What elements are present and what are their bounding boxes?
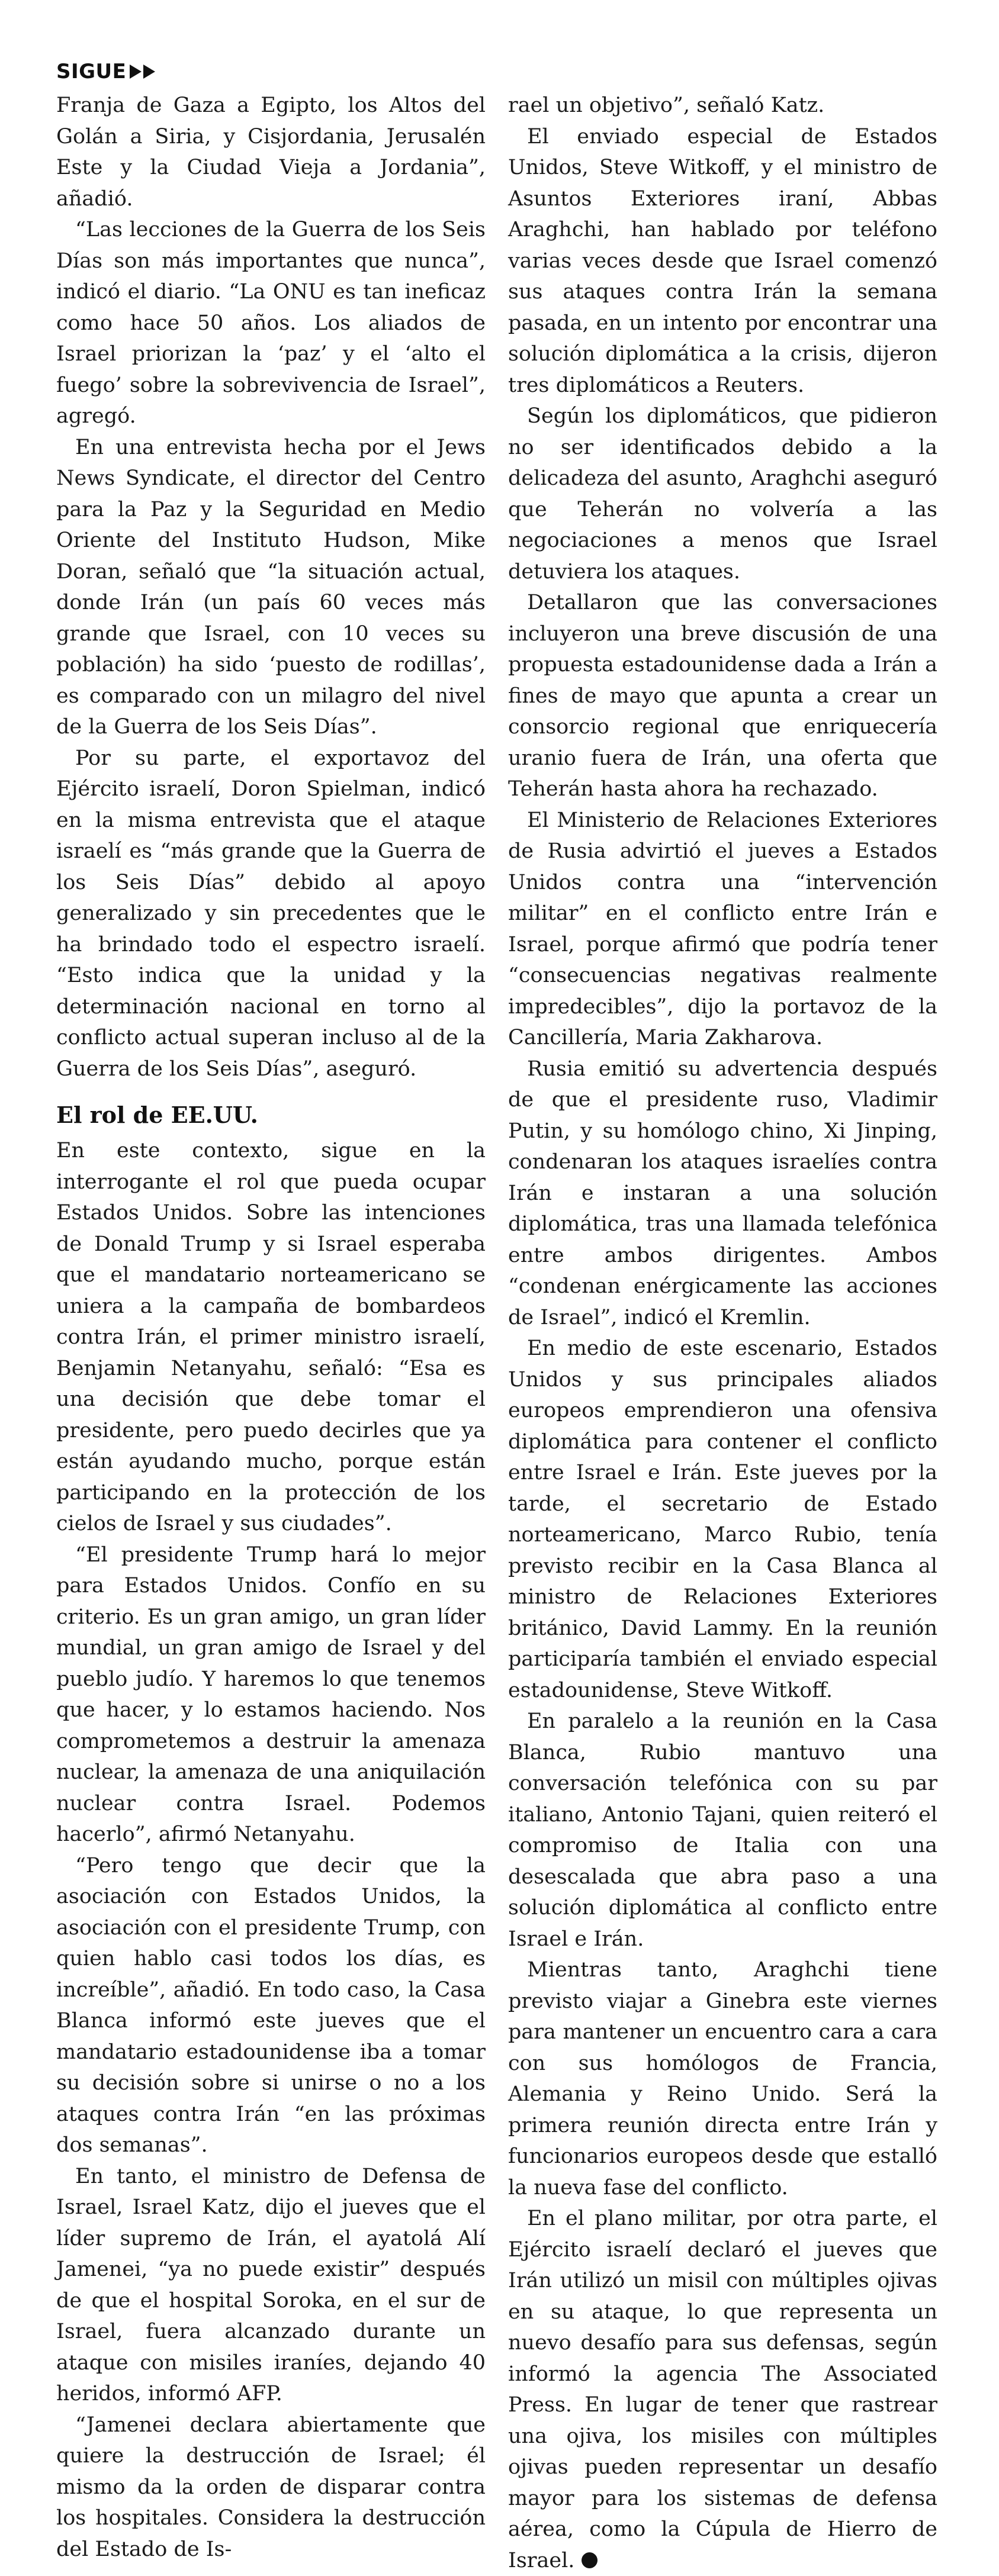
- article-paragraph: El enviado especial de Estados Unidos, Steve Witkoff, y el ministro de Asuntos Exteriores iraní, Abbas Araghchi, han hablado por teléfono varias veces desde que Israel comenzó sus ataques contra Irán la semana pasada, en un intento por encontrar una solución diplomática a la crisis, dijeron tres diplomáticos a Reuters.: [508, 124, 937, 397]
- article-paragraph: “El presidente Trump hará lo mejor para Estados Unidos. Confío en su criterio. Es un gran amigo, un gran líder mundial, un gran amigo de Israel y del pueblo judío. Y haremos lo que tenemos que hacer, y lo estamos haciendo. Nos comprometemos a destruir la amenaza nuclear, la amenaza de una aniquilación nuclear contra Israel. Podemos hacerlo”, afirmó Netanyahu.: [56, 1543, 486, 1846]
- article-columns: [56, 90, 975, 2576]
- article-column-left: [56, 90, 486, 2576]
- article-paragraph: “Las lecciones de la Guerra de los Seis Días son más importantes que nunca”, indicó el diario. “La ONU es tan ineficaz como hace 50 años. Los aliados de Israel priorizan la ‘paz’ y el ‘alto el fuego’ sobre la sobrevivencia de Israel”, agregó.: [56, 218, 486, 428]
- continues-label: SIGUE: [56, 60, 127, 83]
- section-subheading: El rol de EE.UU.: [56, 1102, 258, 1128]
- article-paragraph: En medio de este escenario, Estados Unidos y sus principales aliados europeos emprendieron una ofensiva diplomática para contener el conflicto entre Israel e Irán. Este jueves por la tarde, el secretario de Estado norteamericano, Marco Rubio, tenía previsto recibir en la Casa Blanca al ministro de Relaciones Exteriores británico, David Lammy. En la reunión participaría también el enviado especial estadounidense, Steve Witkoff.: [508, 1337, 937, 1702]
- article-paragraph: rael un objetivo”, señaló Katz.: [508, 94, 825, 117]
- article-paragraph-final: [508, 2203, 937, 2576]
- article-paragraph: “Pero tengo que decir que la asociación con Estados Unidos, la asociación con el presidente Trump, con quien hablo casi todos los días, es increíble”, añadió. En todo caso, la Casa Blanca informó este jueves que el mandatario estadounidense iba a tomar su decisión sobre si unirse o no a los ataques contra Irán “en las próximas dos semanas”.: [56, 1853, 486, 2157]
- article-column-right: [508, 90, 937, 2576]
- article-paragraph: Según los diplomáticos, que pidieron no ser identificados debido a la delicadeza del asunto, Araghchi aseguró que Teherán no volvería a las negociaciones a menos que Israel detuviera los ataques.: [508, 404, 937, 584]
- article-paragraph: Mientras tanto, Araghchi tiene previsto viajar a Ginebra este viernes para mantener un encuentro cara a cara con sus homólogos de Francia, Alemania y Reino Unido. Será la primera reunión directa entre Irán y funcionarios europeos desde que estalló la nueva fase del conflicto.: [508, 1958, 937, 2200]
- article-paragraph: En una entrevista hecha por el Jews News Syndicate, el director del Centro para la Paz y la Seguridad en Medio Oriente del Instituto Hudson, Mike Doran, señaló que “la situación actual, donde Irán (un país 60 veces más grande que Israel, con 10 veces su población) ha sido ‘puesto de rodillas’, es comparado con un milagro del nivel de la Guerra de los Seis Días”.: [56, 435, 486, 739]
- article-paragraph: En tanto, el ministro de Defensa de Israel, Israel Katz, dijo el jueves que el líder supremo de Irán, el ayatolá Alí Jamenei, “ya no puede existir” después de que el hospital Soroka, en el sur de Israel, fuera alcanzado durante un ataque con misiles iraníes, dejando 40 heridos, informó AFP.: [56, 2164, 486, 2406]
- double-play-arrow-icon: [129, 63, 157, 80]
- article-paragraph: En paralelo a la reunión en la Casa Blanca, Rubio mantuvo una conversación telefónica con su par italiano, Antonio Tajani, quien reiteró el compromiso de Italia con una desescalada que abra paso a una solución diplomática al conflicto entre Israel e Irán.: [508, 1709, 937, 1951]
- end-of-article-dot-icon: [582, 2552, 598, 2568]
- article-paragraph: Por su parte, el exportavoz del Ejército israelí, Doron Spielman, indicó en la misma entrevista que el ataque israelí es “más grande que la Guerra de los Seis Días” debido al apoyo generalizado y sin precedentes que le ha brindado todo el espectro israelí. “Esto indica que la unidad y la determinación nacional en torno al conflicto actual superan incluso al de la Guerra de los Seis Días”, aseguró.: [56, 746, 486, 1081]
- article-paragraph-text: En el plano militar, por otra parte, el Ejército israelí declaró el jueves que Irán utilizó un misil con múltiples ojivas en su ataque, lo que representa un nuevo desafío para sus defensas, según informó la agencia The Associated Press. En lugar de tener que rastrear una ojiva, los misiles con múltiples ojivas pueden representar un desafío mayor para los sistemas de defensa aérea, como la Cúpula de Hierro de Israel.: [508, 2207, 937, 2572]
- continues-header: [56, 58, 975, 85]
- article-paragraph: En este contexto, sigue en la interrogante el rol que pueda ocupar Estados Unidos. Sobre las intenciones de Donald Trump y si Israel esperaba que el mandatario norteamericano se uniera a la campaña de bombardeos contra Irán, el primer ministro israelí, Benjamin Netanyahu, señaló: “Esa es una decisión que debe tomar el presidente, pero puedo decirles que ya están ayudando mucho, porque están participando en la protección de los cielos de Israel y sus ciudades”.: [56, 1139, 486, 1535]
- article-paragraph: Franja de Gaza a Egipto, los Altos del Golán a Siria, y Cisjordania, Jerusalén Este y la Ciudad Vieja a Jordania”, añadió.: [56, 94, 486, 211]
- article-paragraph: Rusia emitió su advertencia después de que el presidente ruso, Vladimir Putin, y su homólogo chino, Xi Jinping, condenaran los ataques israelíes contra Irán e instaran a una solución diplomática, tras una llamada telefónica entre ambos dirigentes. Ambos “condenan enérgicamente las acciones de Israel”, indicó el Kremlin.: [508, 1057, 937, 1329]
- article-paragraph: El Ministerio de Relaciones Exteriores de Rusia advirtió el jueves a Estados Unidos contra una “intervención militar” en el conflicto entre Irán e Israel, porque afirmó que podría tener “consecuencias negativas realmente impredecibles”, dijo la portavoz de la Cancillería, Maria Zakharova.: [508, 808, 937, 1049]
- article-paragraph: “Jamenei declara abiertamente que quiere la destrucción de Israel; él mismo da la orden de disparar contra los hospitales. Considera la destrucción del Estado de Is-: [56, 2413, 486, 2561]
- article-paragraph: Detallaron que las conversaciones incluyeron una breve discusión de una propuesta estadounidense dada a Irán a fines de mayo que apunta a crear un consorcio regional que enriquecería uranio fuera de Irán, una oferta que Teherán hasta ahora ha rechazado.: [508, 591, 937, 801]
